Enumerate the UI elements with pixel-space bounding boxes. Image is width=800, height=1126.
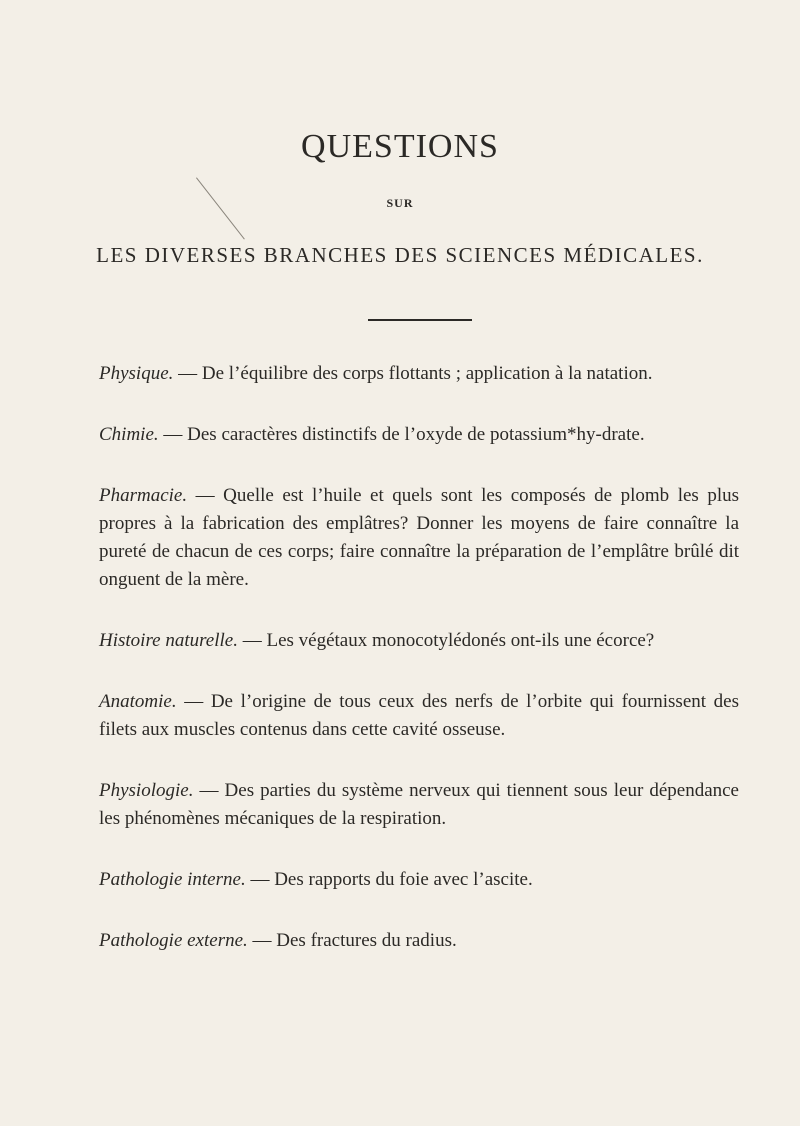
sur-label: SUR [386, 196, 414, 210]
question-text: — Des caractères distinctifs de l’oxyde de potassium*hy-drate. [158, 424, 645, 445]
separator-rule [368, 319, 472, 321]
question-entry [99, 421, 739, 449]
question-text: — De l’équilibre des corps flottants ; application à la natation. [173, 363, 653, 384]
question-text: — Quelle est l’huile et quels sont les composés de plomb les plus propres à la fabrication des emplâtres? Donner les moyens de faire connaître la pureté de chacun de ces corps; faire connaître la préparation de l’emplâtre brûlé dit onguent de la mère. [99, 485, 739, 590]
subject-label: Physique. [99, 363, 174, 384]
question-entry [99, 777, 739, 833]
subject-label: Histoire naturelle. [99, 630, 238, 651]
subject-label: Pathologie externe. [99, 930, 248, 951]
question-text: — Des parties du système nerveux qui tiennent sous leur dépendance les phénomènes mécaniques de la respiration. [99, 780, 739, 829]
subject-label: Chimie. [99, 424, 159, 445]
question-entry [99, 360, 739, 388]
question-entry [99, 866, 739, 894]
question-text: — Les végétaux monocotylédonés ont-ils une écorce? [237, 630, 655, 651]
subject-label: Pharmacie. [99, 485, 188, 506]
question-text: — Des rapports du foie avec l’ascite. [245, 869, 533, 890]
question-entry [99, 688, 739, 744]
questions-list [99, 360, 739, 988]
question-text: — Des fractures du radius. [247, 930, 457, 951]
question-text: — De l’origine de tous ceux des nerfs de l’orbite qui fournissent des filets aux muscles contenus dans cette cavité osseuse. [99, 691, 739, 740]
subject-label: Anatomie. [99, 691, 177, 712]
page-subtitle: LES DIVERSES BRANCHES DES SCIENCES MÉDICALES. [96, 243, 704, 267]
question-entry [99, 482, 739, 594]
subject-label: Pathologie interne. [99, 869, 246, 890]
page-title: QUESTIONS [301, 128, 499, 165]
question-entry [99, 927, 739, 955]
subject-label: Physiologie. [99, 780, 194, 801]
question-entry [99, 627, 739, 655]
